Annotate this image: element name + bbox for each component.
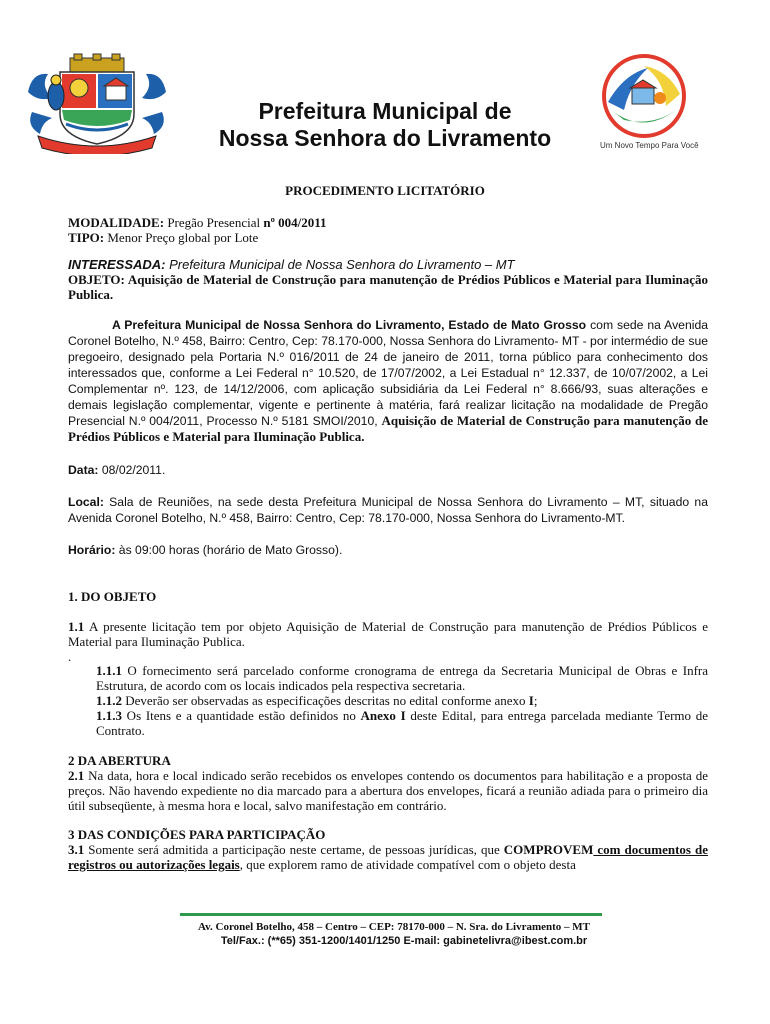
local-row <box>68 494 708 526</box>
title-line-2: Nossa Senhora do Livramento <box>218 125 552 151</box>
data-row <box>68 463 708 478</box>
clause-1-1-2-annex: I <box>528 693 534 708</box>
interessada-row <box>68 257 708 272</box>
footer-contact: Tel/Fax.: (**65) 351-1200/1401/1250 E-mail: gabinetelivra@ibest.com.br <box>220 935 588 947</box>
data-label: Data: <box>68 463 99 477</box>
section-1-heading: 1. DO OBJETO <box>68 589 157 604</box>
intro-tail: Aquisição de Material de Construção para manutenção de Prédios Públicos e Material para Iluminação Publica. <box>68 413 708 444</box>
modalidade-label: MODALIDADE: <box>68 215 165 230</box>
clause-1-1-text: A presente licitação tem por objeto Aquisição de Material de Construção para manutenção de Prédios Públicos e Material para Iluminação Publica. <box>68 619 708 649</box>
section-3-1 <box>68 842 708 872</box>
section-1-1-3 <box>96 708 708 738</box>
clause-1-1-number: 1.1 <box>68 619 85 634</box>
objeto-label: OBJETO: <box>68 272 125 287</box>
clause-1-1-2-text: Deverão ser observadas as especificações descritas no edital conforme anexo <box>122 693 529 708</box>
page-title <box>180 98 590 152</box>
clause-2-1-text: Na data, hora e local indicado serão recebidos os envelopes contendo os documentos para habilitação e a proposta de preços. Não havendo expediente no dia marcado para a abertura dos envelopes, ficará a reunião adiada para o primeiro dia útil subseqüente, à mesma hora e local, salvo manifestação em contrário. <box>68 768 708 813</box>
tipo-value: Menor Preço global por Lote <box>104 230 259 245</box>
title-line-1: Prefeitura Municipal de <box>258 98 512 124</box>
local-label: Local: <box>68 495 104 509</box>
section-2-heading: 2 DA ABERTURA <box>68 753 171 768</box>
clause-3-1-underlined: com documentos de registros ou autorizações legais <box>68 842 709 872</box>
clause-2-1-number: 2.1 <box>68 768 85 783</box>
clause-3-1-text: Somente será admitida a participação neste certame, de pessoas jurídicas, que <box>84 842 504 857</box>
section-1-1-2 <box>96 693 708 708</box>
horario-row <box>68 543 708 558</box>
local-value: Sala de Reuniões, na sede desta Prefeitura Municipal de Nossa Senhora do Livramento – MT, situado na Avenida Coronel Botelho, N.º 458, Bairro: Centro, Cep: 78.170-000, Nossa Senhora do Livramento-MT. <box>68 495 708 525</box>
objeto-value: Aquisição de Material de Construção para manutenção de Prédios Públicos e Material para Iluminação Publica. <box>68 272 708 302</box>
clause-1-1-3-annex: Anexo I <box>360 708 406 723</box>
section-1-dot: . <box>68 649 72 664</box>
document-title: PROCEDIMENTO LICITATÓRIO <box>285 183 485 198</box>
objeto-row <box>68 272 708 302</box>
section-1-1 <box>68 619 708 649</box>
data-value: 08/02/2011. <box>98 463 166 477</box>
clause-3-1-end: , que explorem ramo de atividade compatível com o objeto desta <box>239 857 576 872</box>
section-3-heading: 3 DAS CONDIÇÕES PARA PARTICIPAÇÃO <box>68 827 326 842</box>
clause-1-1-3-end: deste Edital, para entrega parcelada mediante Termo de Contrato. <box>96 708 709 738</box>
modalidade-row <box>68 215 708 230</box>
clause-1-1-2-number: 1.1.2 <box>96 693 122 708</box>
modalidade-value: Pregão Presencial <box>164 215 264 230</box>
section-2-1 <box>68 768 708 813</box>
intro-paragraph <box>68 317 708 445</box>
section-1-1-1 <box>96 663 708 693</box>
clause-3-1-number: 3.1 <box>68 842 85 857</box>
modalidade-number: nº 004/2011 <box>263 215 327 230</box>
clause-3-1-emphasis: COMPROVEM <box>503 842 594 857</box>
tipo-label: TIPO: <box>68 230 105 245</box>
clause-1-1-3-number: 1.1.3 <box>96 708 122 723</box>
clause-1-1-1-text: O fornecimento será parcelado conforme cronograma de entrega da Secretaria Municipal de Obras e Infra Estrutura, de acordo com os locais indicados pela respectiva secretaria. <box>96 663 708 693</box>
clause-1-1-3-text: Os Itens e a quantidade estão definidos no <box>122 708 361 723</box>
footer-address: Av. Coronel Botelho, 458 – Centro – CEP: 78170-000 – N. Sra. do Livramento – MT <box>197 921 590 933</box>
municipal-seal-icon <box>22 52 172 154</box>
intro-lead: A Prefeitura Municipal de Nossa Senhora do Livramento, Estado de Mato Grosso <box>112 318 587 332</box>
clause-1-1-2-end: ; <box>533 693 538 708</box>
logo-slogan: Um Novo Tempo Para Você <box>600 141 699 150</box>
horario-value: às 09:00 horas (horário de Mato Grosso). <box>115 543 343 557</box>
tipo-row <box>68 230 708 245</box>
intro-body: com sede na Avenida Coronel Botelho, N.º 458, Bairro: Centro, Cep: 78.170-000, Nossa Senhora do Livramento- MT - por intermédio de sue pregoeiro, designado pela Portaria N.º 016/2011 de 24 de janeiro de 2011, torna público para conhecimento dos interessados que, conforme a Lei Federal n° 10.520, de 17/07/2002, a Lei Estadual n° 12.337, de 10/07/2002, a Lei Complementar nº. 123, de 14/12/2006, com aplicação subsidiária da Lei Federal n° 8.666/93, suas alterações e demais legislação complementar, vigente e pertinente à matéria, fará realizar licitação na modalidade de Pregão Presencial N.º 004/2011, Processo N.º 5181 SMOI/2010, <box>68 318 709 428</box>
horario-label: Horário: <box>68 543 116 557</box>
footer-divider <box>180 913 602 916</box>
administration-logo-icon <box>594 54 694 154</box>
interessada-label: INTERESSADA: <box>68 257 166 272</box>
interessada-value: Prefeitura Municipal de Nossa Senhora do Livramento – MT <box>165 257 515 272</box>
clause-1-1-1-number: 1.1.1 <box>96 663 122 678</box>
